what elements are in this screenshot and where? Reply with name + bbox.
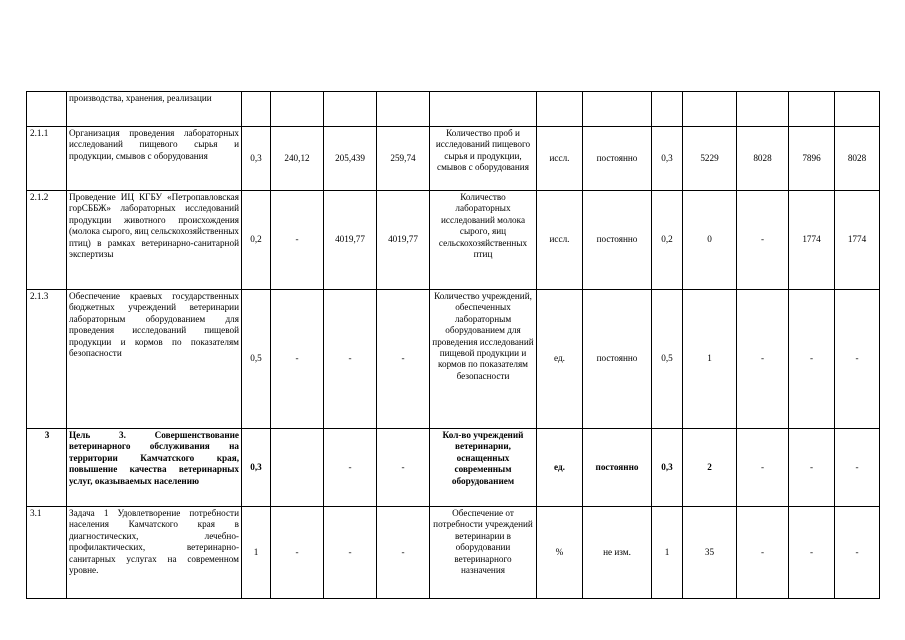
table-row-goal xyxy=(27,429,880,507)
row-description: производства, хранения, реализации xyxy=(67,92,242,127)
indicator-value-cell: - xyxy=(789,290,835,429)
indicator-value-cell: 35 xyxy=(683,507,737,599)
indicator-value-cell xyxy=(835,92,880,127)
weight-cell: 0,2 xyxy=(242,191,271,290)
weight-cell: 0,3 xyxy=(242,127,271,191)
indicator-value-cell: - xyxy=(737,429,789,507)
unit-cell: иссл. xyxy=(537,127,583,191)
value-cell xyxy=(324,92,377,127)
value-cell xyxy=(271,92,324,127)
indicator-value-cell: - xyxy=(737,507,789,599)
indicator-weight-cell xyxy=(652,92,683,127)
indicator-cell: Количество учреждений, обеспеченных лабораторным оборудованием для проведения исследований пищевой продукции и кормов по показателям безопасности xyxy=(430,290,537,429)
indicator-value-cell xyxy=(683,92,737,127)
indicator-value-cell: 7896 xyxy=(789,127,835,191)
indicator-value-cell: - xyxy=(737,191,789,290)
indicator-value-cell: - xyxy=(835,429,880,507)
table-row xyxy=(27,191,880,290)
unit-cell: % xyxy=(537,507,583,599)
row-number: 2.1.2 xyxy=(27,191,67,290)
indicator-value-cell: 1 xyxy=(683,290,737,429)
row-description: Цель 3. Совершенствование ветеринарного обслуживания на территории Камчатского края, повышение качества ветеринарных услуг, оказываемых населению xyxy=(67,429,242,507)
row-description: Проведение ИЦ КГБУ «Петропавловская горСББЖ» лабораторных исследований продукции животного происхождения (молока сырого, яиц сельскохозяйственных птиц) в рамках ветеринарно-санитарной экспертизы xyxy=(67,191,242,290)
weight-cell: 0,3 xyxy=(242,429,271,507)
indicator-weight-cell: 0,3 xyxy=(652,429,683,507)
value-cell: - xyxy=(377,290,430,429)
indicator-value-cell: 1774 xyxy=(835,191,880,290)
indicator-value-cell: - xyxy=(835,290,880,429)
indicator-value-cell: - xyxy=(835,507,880,599)
unit-cell: иссл. xyxy=(537,191,583,290)
period-cell: постоянно xyxy=(583,191,652,290)
value-cell: - xyxy=(271,290,324,429)
value-cell: - xyxy=(271,191,324,290)
weight-cell xyxy=(242,92,271,127)
value-cell xyxy=(271,429,324,507)
period-cell: постоянно xyxy=(583,127,652,191)
indicator-value-cell: 8028 xyxy=(737,127,789,191)
period-cell: не изм. xyxy=(583,507,652,599)
indicator-value-cell: 5229 xyxy=(683,127,737,191)
indicator-cell: Количество лабораторных исследований молока сырого, яиц сельскохозяйственных птиц xyxy=(430,191,537,290)
period-cell xyxy=(583,92,652,127)
row-description: Задача 1 Удовлетворение потребности населения Камчатского края в диагностических, лечебно-профилактических, ветеринарно-санитарных услугах на современном уровне. xyxy=(67,507,242,599)
indicator-value-cell: 2 xyxy=(683,429,737,507)
indicator-weight-cell: 0,3 xyxy=(652,127,683,191)
value-cell: - xyxy=(377,429,430,507)
value-cell: - xyxy=(324,507,377,599)
indicator-value-cell xyxy=(789,92,835,127)
indicator-value-cell: 8028 xyxy=(835,127,880,191)
weight-cell: 0,5 xyxy=(242,290,271,429)
unit-cell: ед. xyxy=(537,429,583,507)
unit-cell xyxy=(537,92,583,127)
value-cell: 240,12 xyxy=(271,127,324,191)
indicator-value-cell xyxy=(737,92,789,127)
row-description: Организация проведения лабораторных исследований пищевого сырья и продукции, смывов с оборудования xyxy=(67,127,242,191)
value-cell: 4019,77 xyxy=(324,191,377,290)
indicator-cell xyxy=(430,92,537,127)
indicator-value-cell: 1774 xyxy=(789,191,835,290)
indicator-cell: Кол-во учреждений ветеринарии, оснащенных современным оборудованием xyxy=(430,429,537,507)
indicator-value-cell: 0 xyxy=(683,191,737,290)
program-table xyxy=(26,91,880,599)
value-cell: - xyxy=(377,507,430,599)
indicator-weight-cell: 0,2 xyxy=(652,191,683,290)
indicator-weight-cell: 1 xyxy=(652,507,683,599)
table-row xyxy=(27,127,880,191)
value-cell: - xyxy=(271,507,324,599)
weight-cell: 1 xyxy=(242,507,271,599)
row-number: 2.1.3 xyxy=(27,290,67,429)
value-cell: - xyxy=(324,290,377,429)
value-cell: 205,439 xyxy=(324,127,377,191)
indicator-cell: Количество проб и исследований пищевого сырья и продукции, смывов с оборудования xyxy=(430,127,537,191)
row-number: 3 xyxy=(27,429,67,507)
indicator-value-cell: - xyxy=(737,290,789,429)
table-row xyxy=(27,507,880,599)
row-number: 3.1 xyxy=(27,507,67,599)
value-cell: 259,74 xyxy=(377,127,430,191)
unit-cell: ед. xyxy=(537,290,583,429)
table-row xyxy=(27,92,880,127)
table-row xyxy=(27,290,880,429)
value-cell xyxy=(377,92,430,127)
value-cell: 4019,77 xyxy=(377,191,430,290)
indicator-value-cell: - xyxy=(789,429,835,507)
row-number: 2.1.1 xyxy=(27,127,67,191)
row-description: Обеспечение краевых государственных бюджетных учреждений ветеринарии лабораторным оборудованием для проведения исследований пищевой продукции и кормов по показателям безопасности xyxy=(67,290,242,429)
period-cell: постоянно xyxy=(583,429,652,507)
indicator-value-cell: - xyxy=(789,507,835,599)
period-cell: постоянно xyxy=(583,290,652,429)
indicator-weight-cell: 0,5 xyxy=(652,290,683,429)
indicator-cell: Обеспечение от потребности учреждений ветеринарии в оборудовании ветеринарного назначения xyxy=(430,507,537,599)
value-cell: - xyxy=(324,429,377,507)
row-number xyxy=(27,92,67,127)
